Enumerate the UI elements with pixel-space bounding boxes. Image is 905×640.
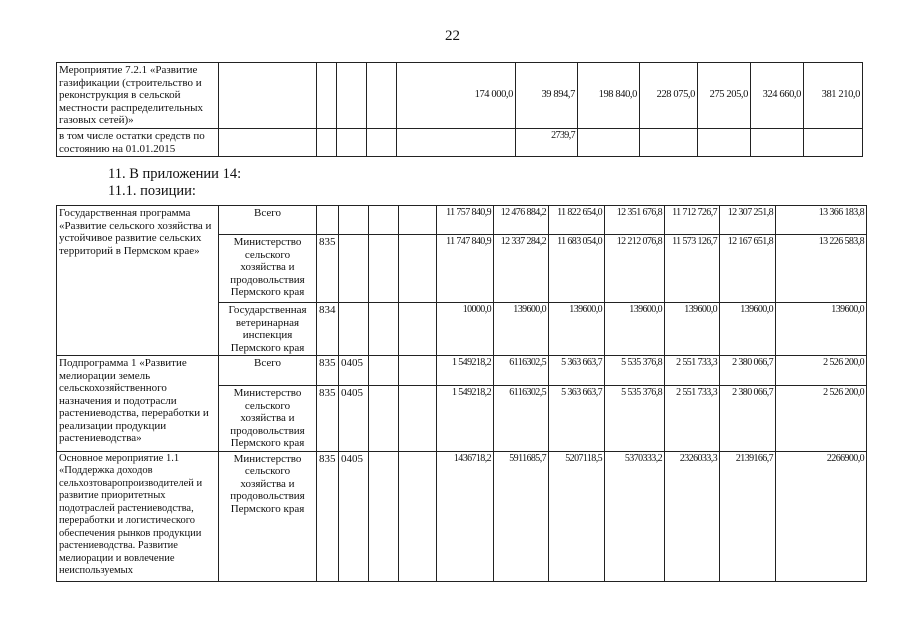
responsible-cell: Министерство сельского хозяйства и продовольствия Пермского края <box>219 386 317 452</box>
value-cell: 11 822 654,0 <box>549 206 605 235</box>
responsible-cell: Всего <box>219 206 317 235</box>
value-cell: 5 363 663,7 <box>549 386 605 452</box>
section-code-cell <box>339 303 369 356</box>
page-number: 22 <box>445 28 460 44</box>
subsection-heading: 11.1. позиции: <box>108 183 196 199</box>
value-cell: 10000,0 <box>437 303 494 356</box>
value-cell: 139600,0 <box>605 303 665 356</box>
value-cell: 12 351 676,8 <box>605 206 665 235</box>
value-cell: 12 476 884,2 <box>494 206 549 235</box>
grbs-cell: 835 <box>317 235 339 303</box>
value-cell <box>578 129 640 157</box>
value-cell <box>397 129 516 157</box>
table-row <box>57 356 867 386</box>
value-cell: 1436718,2 <box>437 451 494 581</box>
value-cell: 12 212 076,8 <box>605 235 665 303</box>
value-cell: 174 000,0 <box>397 63 516 129</box>
value-cell: 2 551 733,3 <box>665 386 720 452</box>
value-cell: 6116302,5 <box>494 386 549 452</box>
value-cell: 2739,7 <box>516 129 578 157</box>
value-cell: 2 380 066,7 <box>720 386 776 452</box>
table-row <box>57 451 867 581</box>
value-cell <box>804 129 863 157</box>
value-cell <box>698 129 751 157</box>
responsible-cell: Всего <box>219 356 317 386</box>
value-cell <box>640 129 698 157</box>
value-cell: 11 747 840,9 <box>437 235 494 303</box>
responsible-cell: Министерство сельского хозяйства и продовольствия Пермского края <box>219 235 317 303</box>
value-cell: 2 526 200,0 <box>776 386 867 452</box>
value-cell: 2 380 066,7 <box>720 356 776 386</box>
value-cell: 11 757 840,9 <box>437 206 494 235</box>
grbs-cell: 835 <box>317 451 339 581</box>
table-row <box>57 206 867 235</box>
value-cell: 5 535 376,8 <box>605 386 665 452</box>
value-cell: 11 683 054,0 <box>549 235 605 303</box>
value-cell: 5911685,7 <box>494 451 549 581</box>
value-cell: 5370333,2 <box>605 451 665 581</box>
value-cell: 2266900,0 <box>776 451 867 581</box>
value-cell: 381 210,0 <box>804 63 863 129</box>
value-cell: 198 840,0 <box>578 63 640 129</box>
section-code-cell <box>339 235 369 303</box>
grbs-cell: 835 <box>317 386 339 452</box>
value-cell: 6116302,5 <box>494 356 549 386</box>
value-cell: 11 712 726,7 <box>665 206 720 235</box>
value-cell: 13 366 183,8 <box>776 206 867 235</box>
value-cell: 139600,0 <box>494 303 549 356</box>
section-code-cell: 0405 <box>339 356 369 386</box>
grbs-cell <box>317 206 339 235</box>
value-cell: 1 549218,2 <box>437 386 494 452</box>
row-name: Государственная программа «Развитие сельского хозяйства и устойчивое развитие сельских территорий в Пермском крае» <box>57 206 219 356</box>
value-cell <box>751 129 804 157</box>
value-cell: 12 307 251,8 <box>720 206 776 235</box>
value-cell: 139600,0 <box>720 303 776 356</box>
value-cell: 12 337 284,2 <box>494 235 549 303</box>
row-name: в том числе остатки средств по состоянию на 01.01.2015 <box>57 129 219 157</box>
value-cell: 324 660,0 <box>751 63 804 129</box>
value-cell: 11 573 126,7 <box>665 235 720 303</box>
value-cell: 139600,0 <box>776 303 867 356</box>
value-cell: 39 894,7 <box>516 63 578 129</box>
section-heading: 11. В приложении 14: <box>108 166 242 182</box>
value-cell: 5207118,5 <box>549 451 605 581</box>
value-cell: 13 226 583,8 <box>776 235 867 303</box>
row-name: Мероприятие 7.2.1 «Развитие газификации (строительство и реконструкция в сельской местности распределительных газовых сетей)» <box>57 63 219 129</box>
row-name: Основное мероприятие 1.1 «Поддержка доходов сельхозтоваропроизводителей и развитие приоритетных подотраслей растениеводства, переработки и логистического обеспечения рынков продукции растениеводства. Развитие мелиорации и вовлечение неиспользуемых <box>57 451 219 581</box>
grbs-cell: 834 <box>317 303 339 356</box>
value-cell: 2 551 733,3 <box>665 356 720 386</box>
table-main <box>56 205 867 582</box>
grbs-cell: 835 <box>317 356 339 386</box>
value-cell: 139600,0 <box>665 303 720 356</box>
value-cell: 275 205,0 <box>698 63 751 129</box>
value-cell: 5 363 663,7 <box>549 356 605 386</box>
value-cell: 139600,0 <box>549 303 605 356</box>
responsible-cell: Государственная ветеринарная инспекция Пермского края <box>219 303 317 356</box>
value-cell: 2326033,3 <box>665 451 720 581</box>
table-row <box>57 63 863 129</box>
value-cell: 2139166,7 <box>720 451 776 581</box>
value-cell: 12 167 651,8 <box>720 235 776 303</box>
table-row <box>57 129 863 157</box>
row-name: Подпрограмма 1 «Развитие мелиорации земель сельскохозяйственного назначения и подотрасли растениеводства, переработки и реализации продукции растениеводства» <box>57 356 219 452</box>
value-cell: 5 535 376,8 <box>605 356 665 386</box>
responsible-cell: Министерство сельского хозяйства и продовольствия Пермского края <box>219 451 317 581</box>
value-cell: 228 075,0 <box>640 63 698 129</box>
value-cell: 2 526 200,0 <box>776 356 867 386</box>
section-code-cell: 0405 <box>339 386 369 452</box>
table-top <box>56 62 863 157</box>
section-code-cell: 0405 <box>339 451 369 581</box>
section-code-cell <box>339 206 369 235</box>
value-cell: 1 549218,2 <box>437 356 494 386</box>
